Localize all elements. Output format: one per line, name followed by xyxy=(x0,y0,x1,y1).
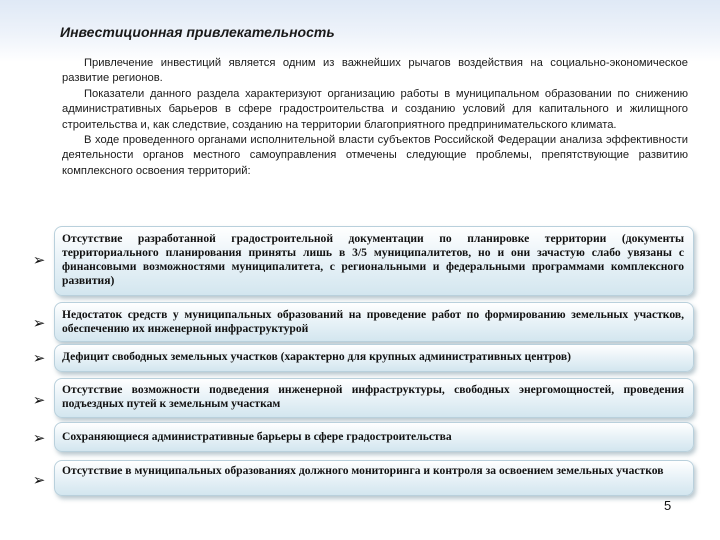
problem-text: Недостаток средств у муниципальных образований на проведение работ по формированию земельных участков, обеспечению их инженерной инфраструктурой xyxy=(62,308,684,335)
arrowhead-bullet-icon: ➢ xyxy=(32,314,46,332)
arrowhead-bullet-icon: ➢ xyxy=(32,471,46,489)
page-number: 5 xyxy=(664,498,672,513)
arrowhead-bullet-icon: ➢ xyxy=(32,391,46,409)
arrowhead-bullet-icon: ➢ xyxy=(32,251,46,269)
arrowhead-bullet-icon: ➢ xyxy=(32,429,46,447)
slide-title: Инвестиционная привлекательность xyxy=(60,24,335,40)
intro-paragraph: Показатели данного раздела характеризуют организацию работы в муниципальном образовании по снижению административных барьеров в сфере градостроительства и созданию условий для капитального и жилищного строительства и, как следствие, созданию на территории благоприятного предпринимательского климата. xyxy=(62,87,688,131)
problem-text: Отсутствие в муниципальных образованиях должного мониторинга и контроля за освоением земельных участков xyxy=(62,464,664,477)
problem-text: Сохраняющиеся административные барьеры в сфере градостроительства xyxy=(62,430,452,443)
problem-text: Дефицит свободных земельных участков (характерно для крупных административных центров) xyxy=(62,350,571,363)
problem-text: Отсутствие возможности подведения инженерной инфраструктуры, свободных энергомощностей, проведения подъездных путей к земельным участкам xyxy=(62,383,684,410)
intro-paragraph: Привлечение инвестиций является одним из важнейших рычагов воздействия на социально-экономическое развитие регионов. xyxy=(62,57,688,85)
problem-text: Отсутствие разработанной градостроительной документации по планировке территории (документы территориального планирования приняты лишь в 3/5 муниципалитетов, но и они зачастую слабо увязаны с финансовыми возможностями муниципалитета, с региональными и федеральными программами комплексного развития) xyxy=(62,232,684,287)
intro-paragraph: В ходе проведенного органами исполнительной власти субъектов Российской Федерации анализа эффективности деятельности органов местного самоуправления отмечены следующие проблемы, препятствующие развитию комплексного освоения территорий: xyxy=(62,134,688,177)
arrowhead-bullet-icon: ➢ xyxy=(32,349,46,367)
